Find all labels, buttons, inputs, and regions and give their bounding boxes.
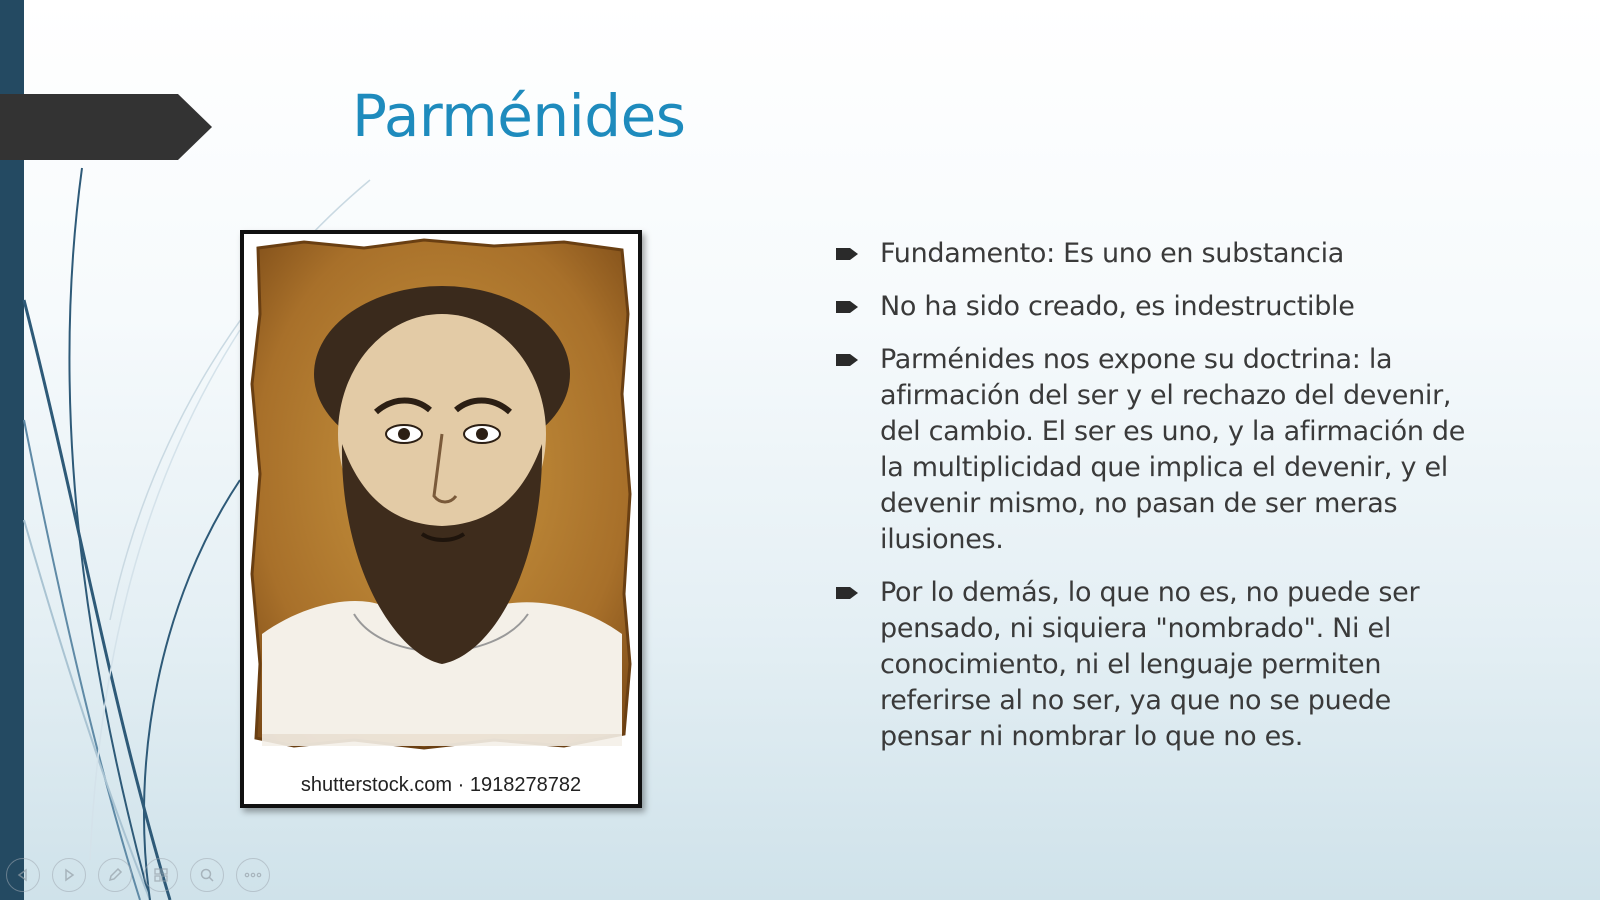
bullet-item <box>836 289 1476 325</box>
arrow-bullet-icon <box>836 352 860 368</box>
zoom-button[interactable] <box>190 858 224 892</box>
arrow-bullet-icon <box>836 246 860 262</box>
see-all-slides-button[interactable] <box>144 858 178 892</box>
bullet-text: Por lo demás, lo que no es, no puede ser pensado, ni siquiera "nombrado". Ni el conocimiento, ni el lenguaje permiten referirse al no ser, ya que no se puede pensar ni nombrar lo que no es. <box>880 577 1420 752</box>
more-icon <box>244 872 262 878</box>
next-slide-button[interactable] <box>52 858 86 892</box>
arrow-bullet-icon <box>836 299 860 315</box>
title-arrow-shape <box>0 94 212 160</box>
slide-title: Parménides <box>352 82 686 150</box>
previous-slide-button[interactable] <box>6 858 40 892</box>
portrait-image <box>240 230 642 808</box>
more-options-button[interactable] <box>236 858 270 892</box>
slideshow-controls <box>6 858 270 894</box>
bullet-text: No ha sido creado, es indestructible <box>880 291 1355 322</box>
bullet-item <box>836 575 1476 755</box>
pen-tool-button[interactable] <box>98 858 132 892</box>
magnifier-icon <box>199 867 215 883</box>
pen-icon <box>107 867 123 883</box>
philosopher-portrait-icon <box>244 234 638 804</box>
arrow-bullet-icon <box>836 585 860 601</box>
arrow-left-icon <box>16 868 30 882</box>
grid-icon <box>153 867 169 883</box>
arrow-right-icon <box>62 868 76 882</box>
image-watermark: shutterstock.com · 1918278782 <box>300 774 582 796</box>
bullet-text: Fundamento: Es uno en substancia <box>880 238 1345 269</box>
bullet-list <box>836 236 1476 772</box>
bullet-item <box>836 342 1476 558</box>
bullet-item <box>836 236 1476 272</box>
bullet-text: Parménides nos expone su doctrina: la afirmación del ser y el rechazo del devenir, del cambio. El ser es uno, y la afirmación de la multiplicidad que implica el devenir, y el devenir mismo, no pasan de ser meras ilusiones. <box>880 344 1466 555</box>
